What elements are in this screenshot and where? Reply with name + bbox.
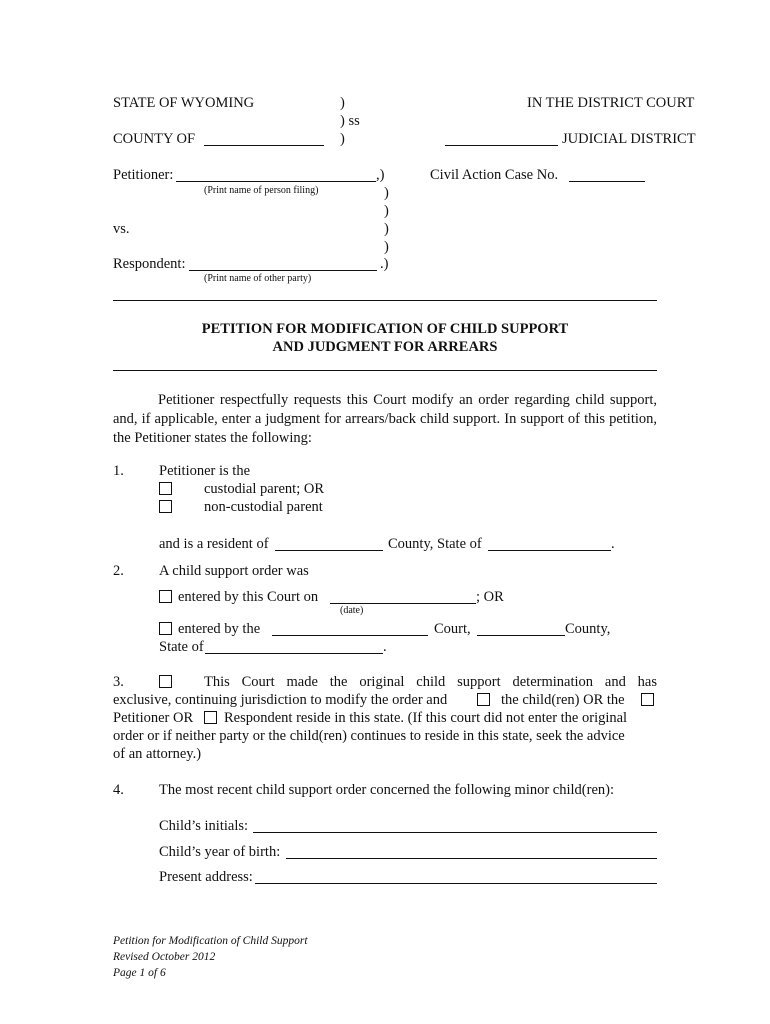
caption-ss: ) ss: [340, 113, 360, 129]
resident-state-blank[interactable]: [488, 550, 611, 551]
intro-paragraph: Petitioner respectfully requests this Court modify an order regarding child support, and, if applicable, enter a judgment for arrears/back child support. In support of this petition, the Petitioner states the following:: [113, 392, 657, 446]
court-name: IN THE DISTRICT COURT: [527, 95, 695, 111]
entered-this-court-checkbox[interactable]: [159, 590, 172, 603]
child-yob-blank[interactable]: [286, 858, 657, 859]
state-of-label: State of: [159, 639, 204, 655]
item-3-line-2a: exclusive, continuing jurisdiction to modify the order and: [113, 692, 448, 708]
petitioner-label: Petitioner:: [113, 167, 174, 183]
item-1-text: Petitioner is the: [159, 463, 251, 479]
non-custodial-label: non-custodial parent: [204, 499, 323, 515]
entered-this-court-label: entered by this Court on: [178, 589, 319, 605]
item-number-4: 4.: [113, 782, 124, 798]
case-number-blank[interactable]: [569, 181, 645, 182]
county-label: COUNTY OF: [113, 131, 196, 147]
item-3-line-2b: the child(ren) OR the: [501, 692, 625, 708]
petitioner-name-blank[interactable]: [176, 181, 376, 182]
order-date-blank[interactable]: [330, 603, 476, 604]
title-rule-bottom: [113, 370, 657, 371]
resident-county-blank[interactable]: [275, 550, 383, 551]
other-court-blank[interactable]: [272, 635, 428, 636]
original-determination-checkbox[interactable]: [159, 675, 172, 688]
or-label: ; OR: [476, 589, 504, 605]
petitioner-resides-checkbox[interactable]: [641, 693, 654, 706]
caption-paren: ): [384, 239, 389, 255]
footer-revised: Revised October 2012: [113, 951, 216, 963]
county-label-2: County,: [565, 621, 611, 637]
item-number-2: 2.: [113, 563, 124, 579]
children-reside-checkbox[interactable]: [477, 693, 490, 706]
respondent-name-blank[interactable]: [189, 270, 377, 271]
item-number-1: 1.: [113, 463, 124, 479]
caption-paren: ): [384, 203, 389, 219]
item-3-line-5: of an attorney.): [113, 746, 202, 762]
court-label: Court,: [434, 621, 471, 637]
period: .: [383, 639, 387, 655]
caption-paren: ): [384, 185, 389, 201]
state-label: STATE OF WYOMING: [113, 95, 255, 111]
petitioner-hint: (Print name of person filing): [204, 185, 319, 196]
vs-label: vs.: [113, 221, 130, 237]
item-3-line-3a: Petitioner OR: [113, 710, 194, 726]
county-blank[interactable]: [204, 145, 324, 146]
petitioner-end: ,): [376, 167, 385, 183]
title-rule-top: [113, 300, 657, 301]
item-3-line-3b: Respondent reside in this state. (If this court did not enter the original: [224, 710, 628, 726]
item-3-line-4: order or if neither party or the child(ren) continues to reside in this state, seek the advice: [113, 728, 625, 744]
resident-label: and is a resident of: [159, 536, 269, 552]
present-address-blank[interactable]: [255, 883, 657, 884]
entered-other-court-label: entered by the: [178, 621, 261, 637]
child-yob-label: Child’s year of birth:: [159, 844, 281, 860]
case-number-label: Civil Action Case No.: [430, 167, 559, 183]
other-county-blank[interactable]: [477, 635, 565, 636]
period: .: [611, 536, 615, 552]
caption-paren: ): [384, 221, 389, 237]
child-initials-blank[interactable]: [253, 832, 657, 833]
custodial-checkbox[interactable]: [159, 482, 172, 495]
footer-title: Petition for Modification of Child Support: [113, 935, 308, 947]
caption-paren: ): [340, 131, 345, 147]
present-address-label: Present address:: [159, 869, 253, 885]
other-state-blank[interactable]: [205, 653, 383, 654]
custodial-label: custodial parent; OR: [204, 481, 325, 497]
respondent-resides-checkbox[interactable]: [204, 711, 217, 724]
judicial-district-blank[interactable]: [445, 145, 558, 146]
item-2-text: A child support order was: [159, 563, 309, 579]
item-number-3: 3.: [113, 674, 124, 690]
judicial-district-label: JUDICIAL DISTRICT: [562, 131, 696, 147]
respondent-end: .): [380, 256, 389, 272]
title-line-2: AND JUDGMENT FOR ARREARS: [272, 339, 498, 355]
entered-other-court-checkbox[interactable]: [159, 622, 172, 635]
caption-paren: ): [340, 95, 345, 111]
non-custodial-checkbox[interactable]: [159, 500, 172, 513]
title-line-1: PETITION FOR MODIFICATION OF CHILD SUPPORT: [201, 321, 569, 337]
county-state-label: County, State of: [388, 536, 482, 552]
child-initials-label: Child’s initials:: [159, 818, 249, 834]
respondent-label: Respondent:: [113, 256, 186, 272]
date-hint: (date): [340, 605, 364, 616]
footer-page: Page 1 of 6: [113, 967, 166, 979]
item-3-line-1: This Court made the original child support determination and has: [204, 674, 657, 690]
respondent-hint: (Print name of other party): [204, 273, 312, 284]
item-4-text: The most recent child support order concerned the following minor child(ren):: [159, 782, 614, 798]
